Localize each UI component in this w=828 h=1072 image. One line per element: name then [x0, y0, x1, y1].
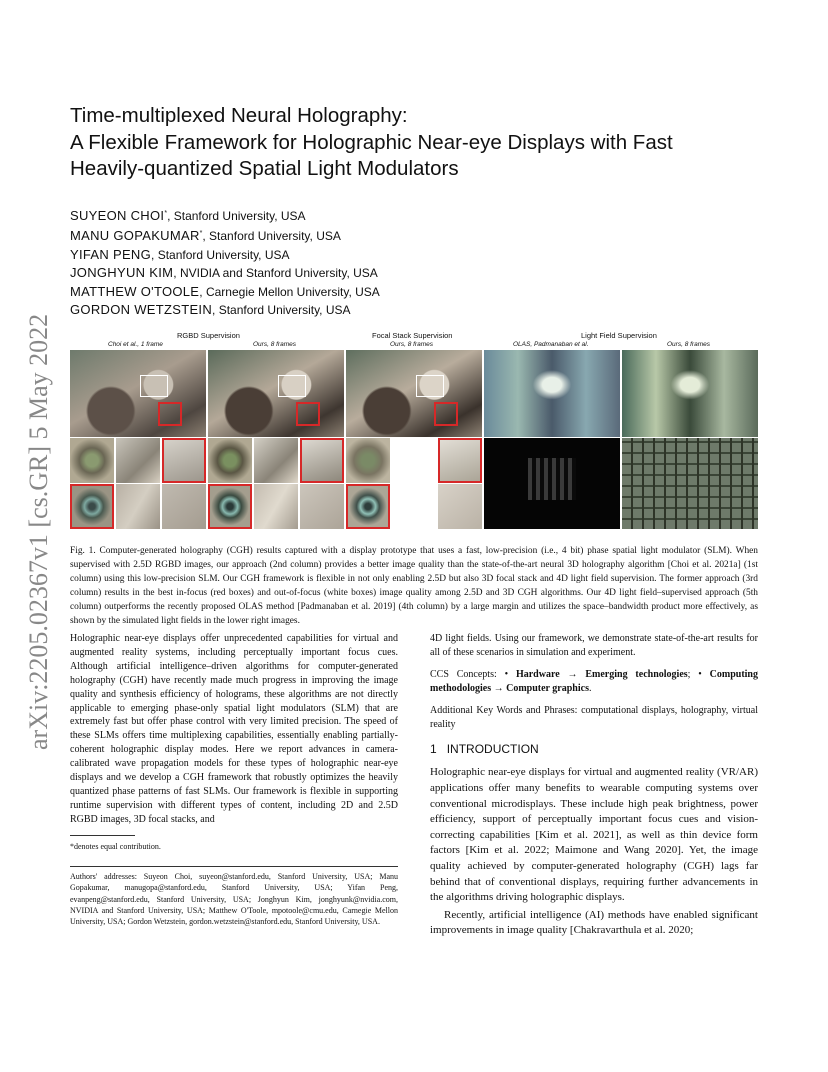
crop-image — [70, 438, 114, 483]
author-line — [70, 264, 670, 282]
author-name: YIFAN PENG — [70, 246, 152, 262]
author-marker: * — [199, 230, 203, 238]
group-label-light-field: Light Field Supervision — [581, 331, 657, 340]
ccs-term: Hardware — [515, 668, 560, 680]
author-name: MANU GOPAKUMAR — [70, 228, 200, 244]
light-field-image-olas — [484, 438, 620, 529]
in-focus-box — [346, 484, 390, 529]
author-name: JONGHYUN KIM — [70, 265, 174, 281]
author-affiliation: , Stanford University, USA — [151, 247, 290, 262]
light-field-texture — [528, 458, 576, 500]
author-affiliation: , Stanford University, USA — [212, 303, 351, 318]
author-line — [70, 301, 670, 319]
crop-image — [438, 484, 482, 529]
ccs-separator: ; • — [687, 668, 710, 680]
crop-image — [208, 484, 252, 529]
figure-image-main — [484, 350, 620, 437]
intro-paragraph: Recently, artificial intelligence (AI) methods have enabled significant improvements in image quality [Chakravarthula et al. 2020; — [430, 908, 758, 937]
ccs-term: Computing methodologies — [430, 668, 758, 694]
out-of-focus-box — [416, 375, 444, 397]
in-focus-box — [300, 438, 344, 483]
column-label: Ours, 8 frames — [667, 341, 710, 348]
paper-title — [70, 103, 770, 183]
in-focus-box — [70, 484, 114, 529]
column-label: Ours, 8 frames — [253, 341, 296, 348]
in-focus-box — [208, 484, 252, 529]
column-label: Ours, 8 frames — [390, 341, 433, 348]
figure-image-main — [208, 350, 344, 437]
crop-image — [392, 438, 436, 483]
crop-image — [162, 438, 206, 483]
author-name: SUYEON CHOI — [70, 208, 165, 223]
figure-caption: Fig. 1. Computer-generated holography (CGH) results captured with a display prototype that uses a fast, low-precision (i.e., 4 bit) phase spatial light modulator (SLM). When supervised with 2.5D RGBD images, our approach (2nd column) provides a better image quality than the state-of-the-art neural 3D holography algorithm [Choi et al. 2021a] (1st column) using this low-precision SLM. Our CGH framework is flexible in not only enabling 2.5D but also 3D focal stack and 4D light field supervision. The former approach (3rd column) results in the best in-focus (red boxes) and out-of-focus (white boxes) image quality among 2.5D and 3D CGH algorithms. Our 4D light field–supervised approach (5th column) outperforms the recently proposed OLAS method [Padmanaban et al. 2019] (4th column) by a large margin and utilizes the space–bandwidth product more effectively, as shown by the simulated light fields in the lower right images. — [70, 546, 758, 627]
footnote: *denotes equal contribution. — [70, 842, 161, 851]
title-line: A Flexible Framework for Holographic Near-eye Displays with Fast — [70, 130, 673, 154]
footnote-rule — [70, 835, 135, 836]
light-field-image-ours — [622, 438, 758, 529]
crop-image — [392, 484, 436, 529]
arxiv-stamp — [18, 285, 56, 750]
crop-image — [208, 438, 252, 483]
title-line: Heavily-quantized Spatial Light Modulators — [70, 157, 459, 180]
author-name: MATTHEW O'TOOLE — [70, 283, 200, 299]
crop-image — [346, 438, 390, 483]
author-line — [70, 246, 670, 264]
in-focus-box — [438, 438, 482, 483]
intro-paragraph: Holographic near-eye displays for virtual and augmented reality (VR/AR) applications offer many benefits to wearable computing systems over conventional microdisplays. These include high peak brightness, power efficiency, support of perceptually important focus cues and vision-correcting capabilities [Kim et al. 2021], as well as thin device form factors [Kim et al. 2022; Maimone and Wang 2020]. Yet, the image quality achieved by computer-generated holography (CGH) lags far behind that of conventional displays, requiring further advancements in the algorithms driving holographic displays. — [430, 766, 758, 904]
group-label-rgbd: RGBD Supervision — [177, 331, 240, 340]
crop-image — [346, 484, 390, 529]
author-addresses: Authors' addresses: Suyeon Choi, suyeon@stanford.edu, Stanford University, USA; Manu Gopakumar, manugopa@stanford.edu, Stanford University, USA; Yifan Peng, evanpeng@stanford.edu, Stanford University, USA; Jonghyun Kim, jonghyunk@nvidia.com, NVIDIA and Stanford University, USA; Matthew O'Toole, mpotoole@cmu.edu, Carnegie Mellon University, USA; Gordon Wetzstein, gordon.wetzstein@stanford.edu, Stanford University, USA. — [70, 872, 398, 927]
section-heading — [430, 743, 758, 757]
figure-image-main — [346, 350, 482, 437]
author-line — [70, 205, 670, 225]
author-marker: * — [164, 210, 168, 217]
in-focus-box — [162, 438, 206, 483]
out-of-focus-box — [140, 375, 168, 397]
in-focus-box — [158, 402, 182, 426]
ccs-term: Emerging technologies — [585, 668, 688, 680]
crop-image — [254, 484, 298, 529]
section-title: INTRODUCTION — [446, 742, 539, 757]
author-affiliation: , Stanford University, USA — [202, 229, 341, 244]
author-line — [70, 225, 670, 245]
ccs-arrow: → — [559, 668, 586, 680]
addresses-rule — [70, 866, 398, 867]
abstract-continued: 4D light fields. Using our framework, we demonstrate state-of-the-art results for all of these scenarios in simulation and experiment. — [430, 633, 758, 658]
ccs-term: Computer graphics — [506, 682, 589, 694]
figure-image-main — [70, 350, 206, 437]
ccs-arrow: → — [491, 682, 507, 694]
author-affiliation: , Carnegie Mellon University, USA — [199, 284, 380, 299]
light-field-grid — [622, 438, 758, 529]
ccs-concepts — [430, 668, 758, 696]
figure-image-main — [622, 350, 758, 437]
keywords: Additional Key Words and Phrases: computational displays, holography, virtual reality — [430, 704, 758, 730]
author-line — [70, 283, 670, 301]
abstract: Holographic near-eye displays offer unprecedented capabilities for virtual and augmented reality systems, including perceptually important focus cues. Although artificial intelligence–driven algorithms for computer-generated holography (CGH) have recently made much progress in improving the image quality and synthesis efficiency of holograms, these algorithms are not directly applicable to emerging phase-only spatial light modulators (SLM) that are extremely fast but offer phase control with very limited precision. The speed of these SLMs offers time multiplexing capabilities, essentially enabling partially-coherent holographic display modes. Here we report advances in camera-calibrated wave propagation models for these types of holographic near-eye displays and we develop a CGH framework that robustly optimizes the heavily quantized phase patterns of fast SLMs. Our framework is flexible in supporting runtime supervision with different types of content, including 2D and 2.5D RGBD images, 3D focal stacks, and — [70, 633, 398, 825]
ccs-prefix: CCS Concepts: • — [430, 668, 516, 680]
column-label: Choi et al., 1 frame — [108, 341, 163, 348]
in-focus-box — [434, 402, 458, 426]
figure-1 — [70, 330, 758, 530]
crop-image — [162, 484, 206, 529]
section-number: 1 — [430, 742, 437, 757]
group-label-focal-stack: Focal Stack Supervision — [372, 331, 453, 340]
author-name: GORDON WETZSTEIN — [70, 302, 213, 318]
title-line: Time-multiplexed Neural Holography: — [70, 104, 408, 127]
in-focus-box — [296, 402, 320, 426]
crop-image — [300, 484, 344, 529]
column-label: OLAS, Padmanaban et al. — [513, 341, 589, 348]
right-column — [430, 632, 758, 939]
ccs-end: . — [588, 682, 592, 694]
author-list — [70, 205, 670, 319]
crop-image — [438, 438, 482, 483]
author-affiliation: , Stanford University, USA — [167, 209, 306, 223]
arxiv-id-text: arXiv:2205.02367v1 [cs.GR] 5 May 2022 — [24, 313, 53, 750]
crop-image — [300, 438, 344, 483]
crop-image — [70, 484, 114, 529]
crop-image — [116, 484, 160, 529]
author-affiliation: , NVIDIA and Stanford University, USA — [173, 266, 378, 281]
crop-image — [116, 438, 160, 483]
crop-image — [254, 438, 298, 483]
out-of-focus-box — [278, 375, 306, 397]
